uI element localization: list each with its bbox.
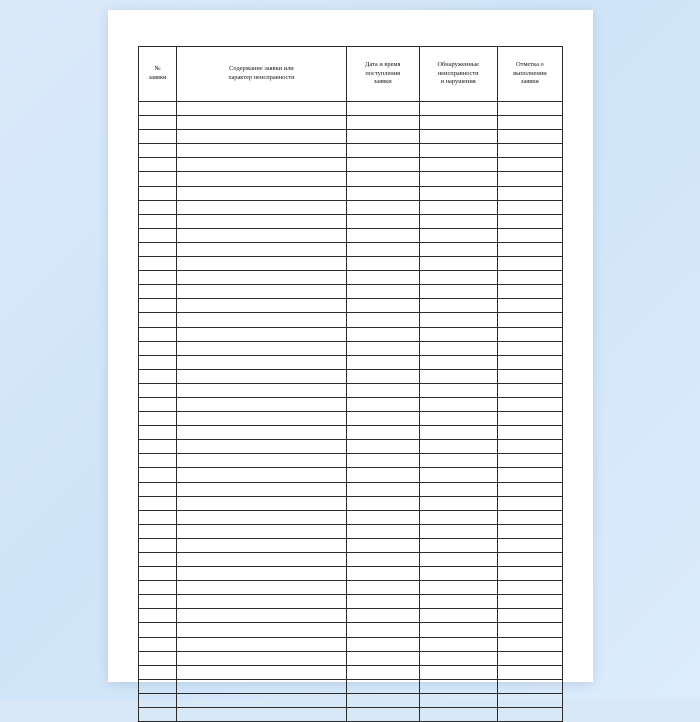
table-row[interactable] xyxy=(139,609,563,623)
table-row[interactable] xyxy=(139,708,563,722)
document-page xyxy=(108,10,593,682)
table-cell-desc[interactable] xyxy=(177,567,347,581)
table-row[interactable] xyxy=(139,130,563,144)
table-cell-date[interactable] xyxy=(346,609,419,623)
table-row[interactable] xyxy=(139,271,563,285)
table-header-row xyxy=(139,47,563,102)
table-cell-mark[interactable] xyxy=(497,595,562,609)
column-header-num xyxy=(139,47,177,102)
table-cell-num[interactable] xyxy=(139,158,177,172)
table-row[interactable] xyxy=(139,693,563,707)
table-cell-num[interactable] xyxy=(139,130,177,144)
table-cell-num[interactable] xyxy=(139,651,177,665)
table-cell-desc[interactable] xyxy=(177,454,347,468)
table-cell-mark[interactable] xyxy=(497,355,562,369)
table-cell-desc[interactable] xyxy=(177,468,347,482)
table-cell-date[interactable] xyxy=(346,341,419,355)
table-cell-date[interactable] xyxy=(346,708,419,722)
table-cell-num[interactable] xyxy=(139,693,177,707)
table-cell-date[interactable] xyxy=(346,693,419,707)
table-row[interactable] xyxy=(139,299,563,313)
column-header-num-line-1: № xyxy=(154,65,161,73)
table-row[interactable] xyxy=(139,313,563,327)
table-row[interactable] xyxy=(139,285,563,299)
column-header-date xyxy=(346,47,419,102)
column-header-mark-line-2: выполнении xyxy=(513,69,547,77)
table-cell-desc[interactable] xyxy=(177,679,347,693)
table-cell-date[interactable] xyxy=(346,567,419,581)
table-cell-num[interactable] xyxy=(139,144,177,158)
table-cell-mark[interactable] xyxy=(497,693,562,707)
table-row[interactable] xyxy=(139,257,563,271)
table-cell-date[interactable] xyxy=(346,200,419,214)
table-cell-mark[interactable] xyxy=(497,228,562,242)
column-header-mark xyxy=(497,47,562,102)
table-cell-num[interactable] xyxy=(139,341,177,355)
table-cell-faults[interactable] xyxy=(419,285,497,299)
table-cell-date[interactable] xyxy=(346,228,419,242)
table-cell-mark[interactable] xyxy=(497,257,562,271)
table-cell-num[interactable] xyxy=(139,257,177,271)
table-cell-date[interactable] xyxy=(346,595,419,609)
table-cell-desc[interactable] xyxy=(177,228,347,242)
table-cell-desc[interactable] xyxy=(177,200,347,214)
table-cell-mark[interactable] xyxy=(497,186,562,200)
table-cell-faults[interactable] xyxy=(419,665,497,679)
table-cell-mark[interactable] xyxy=(497,426,562,440)
table-cell-mark[interactable] xyxy=(497,397,562,411)
register-table xyxy=(138,46,563,722)
table-cell-faults[interactable] xyxy=(419,228,497,242)
table-cell-faults[interactable] xyxy=(419,426,497,440)
table-cell-faults[interactable] xyxy=(419,496,497,510)
table-cell-faults[interactable] xyxy=(419,130,497,144)
table-cell-num[interactable] xyxy=(139,327,177,341)
table-cell-num[interactable] xyxy=(139,637,177,651)
table-cell-num[interactable] xyxy=(139,228,177,242)
table-cell-date[interactable] xyxy=(346,412,419,426)
table-cell-faults[interactable] xyxy=(419,200,497,214)
table-cell-desc[interactable] xyxy=(177,172,347,186)
table-cell-date[interactable] xyxy=(346,397,419,411)
table-cell-date[interactable] xyxy=(346,637,419,651)
column-header-faults xyxy=(419,47,497,102)
table-row[interactable] xyxy=(139,369,563,383)
table-row[interactable] xyxy=(139,214,563,228)
table-cell-date[interactable] xyxy=(346,214,419,228)
table-row[interactable] xyxy=(139,637,563,651)
table-cell-desc[interactable] xyxy=(177,553,347,567)
table-cell-desc[interactable] xyxy=(177,116,347,130)
table-row[interactable] xyxy=(139,412,563,426)
table-cell-date[interactable] xyxy=(346,524,419,538)
table-cell-date[interactable] xyxy=(346,538,419,552)
table-cell-desc[interactable] xyxy=(177,383,347,397)
table-cell-num[interactable] xyxy=(139,524,177,538)
column-header-desc-line-1: Содержание заявки или xyxy=(229,65,294,73)
table-cell-mark[interactable] xyxy=(497,482,562,496)
table-row[interactable] xyxy=(139,440,563,454)
table-cell-mark[interactable] xyxy=(497,200,562,214)
table-cell-date[interactable] xyxy=(346,299,419,313)
table-cell-mark[interactable] xyxy=(497,553,562,567)
table-cell-faults[interactable] xyxy=(419,708,497,722)
table-cell-date[interactable] xyxy=(346,581,419,595)
table-row[interactable] xyxy=(139,186,563,200)
table-cell-date[interactable] xyxy=(346,651,419,665)
table-cell-faults[interactable] xyxy=(419,679,497,693)
table-row[interactable] xyxy=(139,454,563,468)
table-cell-desc[interactable] xyxy=(177,426,347,440)
table-cell-mark[interactable] xyxy=(497,242,562,256)
table-cell-num[interactable] xyxy=(139,708,177,722)
table-row[interactable] xyxy=(139,595,563,609)
table-row[interactable] xyxy=(139,538,563,552)
table-cell-date[interactable] xyxy=(346,369,419,383)
table-row[interactable] xyxy=(139,242,563,256)
table-cell-num[interactable] xyxy=(139,355,177,369)
table-cell-mark[interactable] xyxy=(497,327,562,341)
table-cell-num[interactable] xyxy=(139,299,177,313)
table-row[interactable] xyxy=(139,200,563,214)
table-cell-mark[interactable] xyxy=(497,679,562,693)
table-cell-desc[interactable] xyxy=(177,271,347,285)
table-cell-desc[interactable] xyxy=(177,327,347,341)
table-row[interactable] xyxy=(139,102,563,116)
table-row[interactable] xyxy=(139,341,563,355)
table-cell-mark[interactable] xyxy=(497,383,562,397)
table-row[interactable] xyxy=(139,397,563,411)
table-cell-date[interactable] xyxy=(346,257,419,271)
table-cell-num[interactable] xyxy=(139,567,177,581)
table-cell-faults[interactable] xyxy=(419,595,497,609)
table-cell-faults[interactable] xyxy=(419,440,497,454)
table-cell-num[interactable] xyxy=(139,609,177,623)
table-cell-mark[interactable] xyxy=(497,468,562,482)
table-cell-mark[interactable] xyxy=(497,369,562,383)
table-cell-desc[interactable] xyxy=(177,510,347,524)
table-cell-num[interactable] xyxy=(139,595,177,609)
table-cell-faults[interactable] xyxy=(419,482,497,496)
table-cell-desc[interactable] xyxy=(177,285,347,299)
table-cell-faults[interactable] xyxy=(419,313,497,327)
table-cell-mark[interactable] xyxy=(497,158,562,172)
table-cell-date[interactable] xyxy=(346,271,419,285)
table-cell-faults[interactable] xyxy=(419,454,497,468)
table-cell-faults[interactable] xyxy=(419,567,497,581)
table-cell-date[interactable] xyxy=(346,468,419,482)
table-cell-date[interactable] xyxy=(346,665,419,679)
table-cell-date[interactable] xyxy=(346,553,419,567)
table-row[interactable] xyxy=(139,665,563,679)
table-cell-num[interactable] xyxy=(139,383,177,397)
table-cell-mark[interactable] xyxy=(497,144,562,158)
table-cell-faults[interactable] xyxy=(419,369,497,383)
table-cell-faults[interactable] xyxy=(419,383,497,397)
table-cell-faults[interactable] xyxy=(419,172,497,186)
table-cell-faults[interactable] xyxy=(419,609,497,623)
table-cell-desc[interactable] xyxy=(177,412,347,426)
table-cell-mark[interactable] xyxy=(497,172,562,186)
table-cell-date[interactable] xyxy=(346,285,419,299)
table-cell-date[interactable] xyxy=(346,440,419,454)
table-cell-faults[interactable] xyxy=(419,257,497,271)
table-cell-mark[interactable] xyxy=(497,665,562,679)
table-cell-date[interactable] xyxy=(346,482,419,496)
table-cell-date[interactable] xyxy=(346,454,419,468)
table-cell-date[interactable] xyxy=(346,130,419,144)
table-cell-faults[interactable] xyxy=(419,397,497,411)
table-cell-mark[interactable] xyxy=(497,440,562,454)
table-cell-num[interactable] xyxy=(139,214,177,228)
column-header-mark-line-3: заявки xyxy=(520,78,539,86)
table-cell-num[interactable] xyxy=(139,397,177,411)
table-cell-date[interactable] xyxy=(346,158,419,172)
table-row[interactable] xyxy=(139,581,563,595)
table-cell-desc[interactable] xyxy=(177,496,347,510)
table-cell-date[interactable] xyxy=(346,355,419,369)
table-cell-faults[interactable] xyxy=(419,327,497,341)
table-cell-num[interactable] xyxy=(139,271,177,285)
table-row[interactable] xyxy=(139,228,563,242)
column-header-faults-line-1: Обнаруженные xyxy=(437,61,479,69)
table-cell-mark[interactable] xyxy=(497,102,562,116)
column-header-num-line-2: заявки xyxy=(148,74,167,81)
table-cell-desc[interactable] xyxy=(177,144,347,158)
table-cell-date[interactable] xyxy=(346,510,419,524)
table-cell-mark[interactable] xyxy=(497,637,562,651)
table-cell-num[interactable] xyxy=(139,482,177,496)
table-cell-faults[interactable] xyxy=(419,510,497,524)
table-row[interactable] xyxy=(139,383,563,397)
table-cell-faults[interactable] xyxy=(419,271,497,285)
table-cell-desc[interactable] xyxy=(177,214,347,228)
table-cell-faults[interactable] xyxy=(419,186,497,200)
table-cell-faults[interactable] xyxy=(419,581,497,595)
table-cell-faults[interactable] xyxy=(419,538,497,552)
column-header-date-line-3: заявки xyxy=(373,78,392,86)
table-cell-date[interactable] xyxy=(346,623,419,637)
table-cell-num[interactable] xyxy=(139,200,177,214)
table-cell-mark[interactable] xyxy=(497,581,562,595)
table-cell-desc[interactable] xyxy=(177,369,347,383)
table-row[interactable] xyxy=(139,468,563,482)
table-cell-date[interactable] xyxy=(346,426,419,440)
table-cell-faults[interactable] xyxy=(419,299,497,313)
table-cell-mark[interactable] xyxy=(497,623,562,637)
table-cell-desc[interactable] xyxy=(177,341,347,355)
table-cell-faults[interactable] xyxy=(419,214,497,228)
table-cell-faults[interactable] xyxy=(419,651,497,665)
table-cell-date[interactable] xyxy=(346,679,419,693)
table-cell-faults[interactable] xyxy=(419,144,497,158)
table-cell-desc[interactable] xyxy=(177,581,347,595)
table-cell-mark[interactable] xyxy=(497,708,562,722)
register-sheet xyxy=(138,46,563,656)
table-row[interactable] xyxy=(139,553,563,567)
table-cell-mark[interactable] xyxy=(497,651,562,665)
column-header-date-line-2: поступления xyxy=(365,69,401,77)
table-cell-desc[interactable] xyxy=(177,313,347,327)
table-cell-desc[interactable] xyxy=(177,595,347,609)
table-row[interactable] xyxy=(139,567,563,581)
table-cell-desc[interactable] xyxy=(177,186,347,200)
table-body xyxy=(139,102,563,722)
table-header xyxy=(139,47,563,102)
table-cell-num[interactable] xyxy=(139,553,177,567)
table-cell-num[interactable] xyxy=(139,454,177,468)
table-cell-num[interactable] xyxy=(139,102,177,116)
table-cell-mark[interactable] xyxy=(497,116,562,130)
table-cell-num[interactable] xyxy=(139,116,177,130)
table-cell-num[interactable] xyxy=(139,172,177,186)
table-row[interactable] xyxy=(139,482,563,496)
table-cell-desc[interactable] xyxy=(177,355,347,369)
table-row[interactable] xyxy=(139,496,563,510)
table-cell-num[interactable] xyxy=(139,440,177,454)
table-cell-mark[interactable] xyxy=(497,285,562,299)
table-cell-mark[interactable] xyxy=(497,271,562,285)
column-header-mark-line-1: Отметка о xyxy=(515,61,544,69)
table-cell-desc[interactable] xyxy=(177,242,347,256)
table-cell-mark[interactable] xyxy=(497,609,562,623)
table-cell-desc[interactable] xyxy=(177,102,347,116)
table-cell-faults[interactable] xyxy=(419,637,497,651)
table-cell-date[interactable] xyxy=(346,102,419,116)
table-cell-num[interactable] xyxy=(139,369,177,383)
table-row[interactable] xyxy=(139,172,563,186)
table-cell-desc[interactable] xyxy=(177,158,347,172)
table-cell-date[interactable] xyxy=(346,383,419,397)
table-row[interactable] xyxy=(139,679,563,693)
column-header-faults-line-3: и нарушения xyxy=(440,78,476,86)
table-row[interactable] xyxy=(139,510,563,524)
table-row[interactable] xyxy=(139,144,563,158)
table-row[interactable] xyxy=(139,623,563,637)
table-cell-date[interactable] xyxy=(346,144,419,158)
table-row[interactable] xyxy=(139,651,563,665)
table-cell-num[interactable] xyxy=(139,313,177,327)
table-cell-faults[interactable] xyxy=(419,553,497,567)
table-cell-desc[interactable] xyxy=(177,623,347,637)
table-cell-faults[interactable] xyxy=(419,102,497,116)
table-cell-num[interactable] xyxy=(139,426,177,440)
table-cell-desc[interactable] xyxy=(177,482,347,496)
table-cell-num[interactable] xyxy=(139,581,177,595)
table-cell-faults[interactable] xyxy=(419,524,497,538)
table-cell-num[interactable] xyxy=(139,679,177,693)
table-cell-mark[interactable] xyxy=(497,496,562,510)
table-cell-desc[interactable] xyxy=(177,538,347,552)
table-row[interactable] xyxy=(139,355,563,369)
table-cell-desc[interactable] xyxy=(177,693,347,707)
table-cell-num[interactable] xyxy=(139,510,177,524)
table-cell-desc[interactable] xyxy=(177,651,347,665)
table-cell-faults[interactable] xyxy=(419,355,497,369)
table-cell-num[interactable] xyxy=(139,412,177,426)
table-cell-mark[interactable] xyxy=(497,567,562,581)
table-row[interactable] xyxy=(139,426,563,440)
table-cell-mark[interactable] xyxy=(497,538,562,552)
table-cell-desc[interactable] xyxy=(177,130,347,144)
table-cell-desc[interactable] xyxy=(177,257,347,271)
table-cell-faults[interactable] xyxy=(419,242,497,256)
table-cell-desc[interactable] xyxy=(177,397,347,411)
table-cell-mark[interactable] xyxy=(497,510,562,524)
table-cell-mark[interactable] xyxy=(497,454,562,468)
table-cell-desc[interactable] xyxy=(177,524,347,538)
table-cell-faults[interactable] xyxy=(419,341,497,355)
table-cell-desc[interactable] xyxy=(177,708,347,722)
table-cell-date[interactable] xyxy=(346,116,419,130)
table-cell-num[interactable] xyxy=(139,665,177,679)
table-row[interactable] xyxy=(139,524,563,538)
table-cell-desc[interactable] xyxy=(177,299,347,313)
table-row[interactable] xyxy=(139,158,563,172)
table-cell-date[interactable] xyxy=(346,327,419,341)
table-cell-num[interactable] xyxy=(139,468,177,482)
table-cell-mark[interactable] xyxy=(497,524,562,538)
column-header-desc xyxy=(177,47,347,102)
table-cell-date[interactable] xyxy=(346,496,419,510)
table-cell-faults[interactable] xyxy=(419,468,497,482)
table-cell-mark[interactable] xyxy=(497,130,562,144)
table-cell-num[interactable] xyxy=(139,285,177,299)
column-header-desc-line-2: характер неисправности xyxy=(228,74,295,81)
table-cell-desc[interactable] xyxy=(177,637,347,651)
table-cell-mark[interactable] xyxy=(497,313,562,327)
table-cell-mark[interactable] xyxy=(497,299,562,313)
table-cell-date[interactable] xyxy=(346,186,419,200)
table-cell-num[interactable] xyxy=(139,186,177,200)
table-cell-mark[interactable] xyxy=(497,214,562,228)
table-cell-faults[interactable] xyxy=(419,412,497,426)
table-cell-faults[interactable] xyxy=(419,693,497,707)
table-cell-date[interactable] xyxy=(346,172,419,186)
column-header-date-line-1: Дата и время xyxy=(365,61,401,69)
table-cell-faults[interactable] xyxy=(419,116,497,130)
column-header-faults-line-2: неисправности xyxy=(437,69,479,77)
table-cell-desc[interactable] xyxy=(177,665,347,679)
table-cell-desc[interactable] xyxy=(177,609,347,623)
table-cell-num[interactable] xyxy=(139,623,177,637)
table-cell-mark[interactable] xyxy=(497,412,562,426)
table-cell-num[interactable] xyxy=(139,538,177,552)
table-cell-faults[interactable] xyxy=(419,158,497,172)
table-row[interactable] xyxy=(139,116,563,130)
table-cell-mark[interactable] xyxy=(497,341,562,355)
table-cell-desc[interactable] xyxy=(177,440,347,454)
table-cell-date[interactable] xyxy=(346,242,419,256)
table-cell-num[interactable] xyxy=(139,496,177,510)
table-cell-faults[interactable] xyxy=(419,623,497,637)
table-row[interactable] xyxy=(139,327,563,341)
table-cell-date[interactable] xyxy=(346,313,419,327)
table-cell-num[interactable] xyxy=(139,242,177,256)
